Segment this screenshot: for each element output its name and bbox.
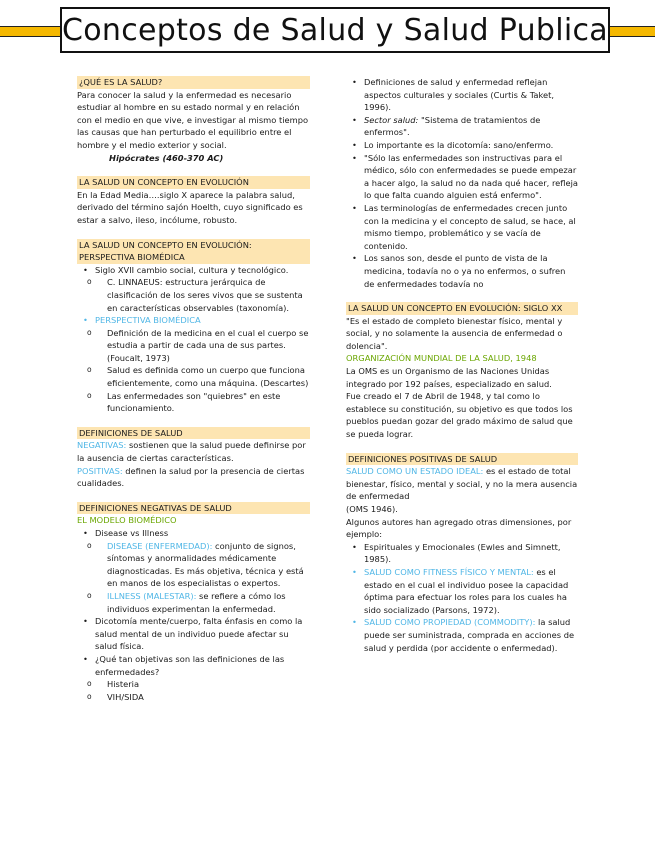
organization-label: ORGANIZACIÓN MUNDIAL DE LA SALUD, 1948 (346, 353, 537, 364)
paragraph (77, 465, 310, 490)
sub-list-item (77, 590, 310, 615)
term-label: NEGATIVAS: (77, 440, 127, 451)
citation: (OMS 1946). (346, 504, 398, 514)
page-title: Conceptos de Salud y Salud Publica (62, 12, 608, 48)
paragraph (346, 465, 578, 503)
section-heading: LA SALUD UN CONCEPTO EN EVOLUCIÓN (77, 176, 310, 189)
list-item (346, 616, 578, 654)
term-text: definen la salud por la presencia de ciertas cualidades. (77, 465, 305, 489)
paragraph: Algunos autores han agregado otras dimensiones, por ejemplo: (346, 516, 572, 540)
term-text: la salud puede ser suministrada, comprada en acciones de salud y perdida (por accidente o enfermedad). (364, 617, 575, 653)
list-item: • Espirituales y Emocionales (Ewles and Simnett, 1985). (346, 541, 578, 566)
sub-list-item: o VIH/SIDA (77, 691, 310, 704)
term-text: conjunto de signos, síntomas y anormalidades médicamente diagnosticadas. Es más objetiva, técnica y está en manos de los especialistas o expertos. (107, 540, 304, 589)
left-column (77, 76, 310, 703)
list-item: • Definiciones de salud y enfermedad reflejan aspectos culturales y sociales (Curtis & Taket, 1996). (346, 76, 578, 114)
bullet-list (346, 76, 578, 290)
sub-list-item: o Definición de la medicina en el cual el cuerpo se estudia a partir de cada una de sus partes. (Foucalt, 1973) (77, 327, 310, 365)
section-heading: LA SALUD UN CONCEPTO EN EVOLUCIÓN: SIGLO XX (346, 302, 578, 315)
header-bar-right (608, 26, 655, 37)
list-item: • Los sanos son, desde el punto de vista de la medicina, todavía no o ya no enfermos, o sufren de enfermedades todavía no (346, 252, 578, 290)
paragraph: En la Edad Media….siglo X aparece la palabra salud, derivado del término sajón Hoelth, cuyo significado es estar a salvo, ileso, incólume, robusto. (77, 189, 303, 225)
paragraph: "Es el estado de completo bienestar físico, mental y social, y no solamente la ausencia de enfermedad o dolencia". (346, 315, 563, 351)
paragraph: Para conocer la salud y la enfermedad es necesario estudiar al hombre en su estado normal y en relación con el medio en que vive, e investigar al mismo tiempo las causas que han perturbado el equilibrio entre el hombre y el medio exterior y social. (77, 89, 309, 150)
term-text: "Sistema de tratamientos de enfermos". (364, 114, 541, 138)
sub-list-item: o Las enfermedades son "quiebres" en este funcionamiento. (77, 390, 310, 415)
term-text: es el estado de total bienestar, físico, mental y social, y no la mera ausencia de enfermedad (346, 466, 578, 502)
title-box (60, 7, 610, 53)
list-item: • Dicotomía mente/cuerpo, falta énfasis en como la salud mental de un individuo puede afectar su salud física. (77, 615, 310, 653)
section-heading: LA SALUD UN CONCEPTO EN EVOLUCIÓN: PERSPECTIVA BIOMÉDICA (77, 239, 310, 264)
list-item: • PERSPECTIVA BIOMÉDICA (77, 314, 310, 327)
term-label: POSITIVAS: (77, 465, 123, 476)
section-heading: DEFINICIONES NEGATIVAS DE SALUD (77, 502, 310, 515)
term-text: sostienen que la salud puede definirse por la ausencia de ciertas características. (77, 440, 306, 464)
list-item: • Las terminologías de enfermedades crecen junto con la medicina y el concepto de salud, se hace, al mismo tiempo, problemático y se vacía de contenido. (346, 202, 578, 252)
list-item: • ¿Qué tan objetivas son las definiciones de las enfermedades? (77, 653, 310, 678)
list-item: • "Sólo las enfermedades son instructivas para el médico, sólo con enfermedades se puede empezar a hacer algo, la salud no da nada qué hacer, refleja lo que falta cuando alguien está enfermo". (346, 152, 578, 202)
right-column (346, 76, 578, 654)
sub-list-item: o C. LINNAEUS: estructura jerárquica de clasificación de los seres vivos que se sustenta en características observables (taxonomía). (77, 276, 310, 314)
sub-heading: EL MODELO BIOMÉDICO (77, 515, 177, 526)
sub-list-item: o Salud es definida como un cuerpo que funciona eficientemente, como una máquina. (Descartes) (77, 364, 310, 389)
term-label: DISEASE (ENFERMEDAD): (107, 540, 213, 551)
term-text: se refiere a cómo los individuos experimentan la enfermedad. (107, 590, 286, 614)
paragraph: La OMS es un Organismo de las Naciones Unidas integrado por 192 países, especializado en salud. (346, 366, 552, 389)
section-heading: DEFINICIONES DE SALUD (77, 427, 310, 440)
section-heading: DEFINICIONES POSITIVAS DE SALUD (346, 453, 578, 466)
term-label: SALUD COMO UN ESTADO IDEAL: (346, 466, 484, 477)
citation: Hipócrates (460-370 AC) (109, 152, 224, 163)
paragraph: Fue creado el 7 de Abril de 1948, y tal como lo establece su constitución, su objetivo es que todos los pueblos puedan gozar del grado máximo de salud que se pueda lograr. (346, 391, 573, 440)
bullet-list (77, 527, 310, 703)
term-label: SALUD COMO FITNESS FÍSICO Y MENTAL: (364, 566, 534, 577)
list-item: • Lo importante es la dicotomía: sano/enfermo. (346, 139, 578, 152)
list-item (346, 566, 578, 616)
section-heading: ¿QUÉ ES LA SALUD? (77, 76, 310, 89)
sub-list-item: o Histeria (77, 678, 310, 691)
term-text: es el estado en el cual el individuo posee la capacidad óptima para efectuar los roles para los cuales ha sido socializado (Parsons, 1972). (364, 566, 569, 615)
list-item: • Disease vs Illness (77, 527, 310, 540)
term-label: Sector salud: (364, 114, 419, 125)
sub-list-item (77, 540, 310, 590)
paragraph (77, 439, 310, 464)
list-item (346, 114, 578, 139)
bullet-list (77, 264, 310, 415)
term-label: ILLNESS (MALESTAR): (107, 590, 197, 601)
list-item: • Siglo XVII cambio social, cultura y tecnológico. (77, 264, 310, 277)
term-label: SALUD COMO PROPIEDAD (COMMODITY): (364, 617, 536, 628)
bullet-list (346, 541, 578, 654)
